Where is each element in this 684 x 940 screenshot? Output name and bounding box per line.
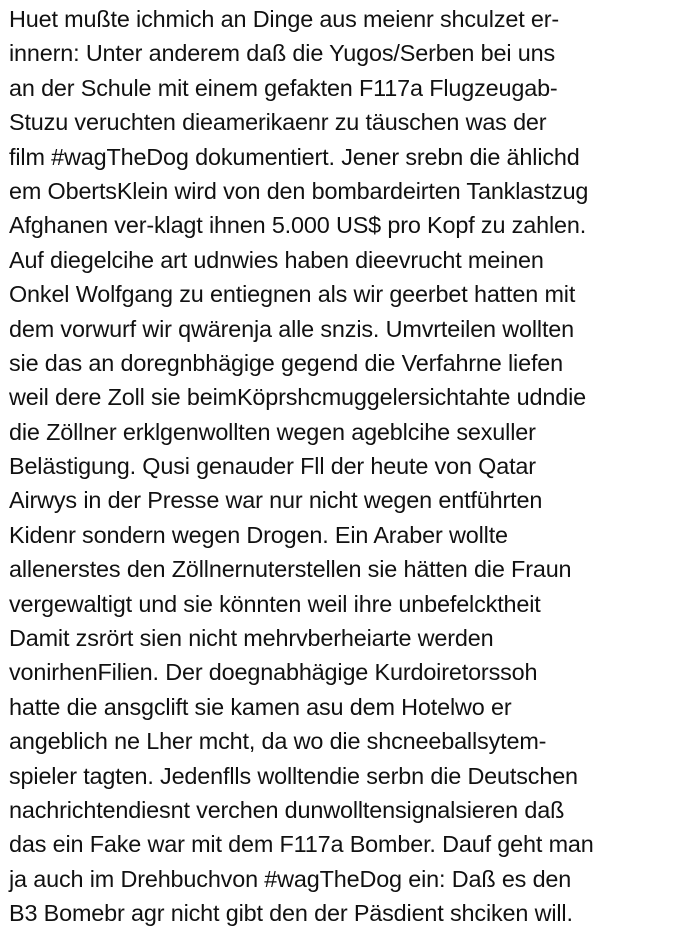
text-line-21: hatte die ansgclift sie kamen asu dem Hotelwo er [9,693,512,720]
text-line-7: Afghanen ver-klagt ihnen 5.000 US$ pro Kopf zu zahlen. [9,212,587,239]
text-line-6: em ObertsKlein wird von den bombardeirten Tanklastzug [9,177,589,204]
text-line-16: Kidenr sondern wegen Drogen. Ein Araber wollte [9,521,508,548]
text-line-11: sie das an doregnbhägige gegend die Verfahrne liefen [9,349,564,376]
text-line-4: Stuzu veruchten dieamerikaenr zu täuschen was der [9,109,547,136]
text-line-3: an der Schule mit einem gefakten F117a Flugzeugab- [9,74,558,101]
text-line-10: dem vorwurf wir qwärenja alle snzis. Umvrteilen wollten [9,315,575,342]
text-line-5: film #wagTheDog dokumentiert. Jener srebn die ählichd [9,143,580,170]
text-line-20: vonirhenFilien. Der doegnabhägige Kurdoiretorssoh [9,659,538,686]
text-line-22: angeblich ne Lher mcht, da wo die shcneeballsytem- [9,728,547,755]
text-line-19: Damit zsrört sien nicht mehrvberheiarte werden [9,625,494,652]
text-line-14: Belästigung. Qusi genauder Fll der heute von Qatar [9,453,536,480]
text-line-13: die Zöllner erklgenwollten wegen ageblcihe sexuller [9,418,536,445]
text-line-2: innern: Unter anderem daß die Yugos/Serben bei uns [9,40,556,67]
text-line-26: ja auch im Drehbuchvon #wagTheDog ein: Daß es den [9,865,572,892]
text-line-17: allenerstes den Zöllnernuterstellen sie hätten die Fraun [9,556,572,583]
document-body-text [9,2,679,931]
text-line-15: Airwys in der Presse war nur nicht wegen entführten [9,487,543,514]
text-line-8: Auf diegelcihe art udnwies haben dieevrucht meinen [9,246,544,273]
text-line-27: B3 Bomebr agr nicht gibt den der Päsdient shciken will. [9,900,573,927]
text-line-23: spieler tagten. Jedenflls wolltendie serbn die Deutschen [9,762,578,789]
text-line-24: nachrichtendiesnt verchen dunwolltensignalsieren daß [9,796,565,823]
text-line-12: weil dere Zoll sie beimKöprshcmuggelersichtahte udndie [9,384,586,411]
text-line-25: das ein Fake war mit dem F117a Bomber. Dauf geht man [9,831,594,858]
text-line-18: vergewaltigt und sie könnten weil ihre unbefelcktheit [9,590,541,617]
text-line-1: Huet mußte ichmich an Dinge aus meienr shculzet er- [9,6,560,32]
text-line-9: Onkel Wolfgang zu entiegnen als wir geerbet hatten mit [9,281,576,308]
